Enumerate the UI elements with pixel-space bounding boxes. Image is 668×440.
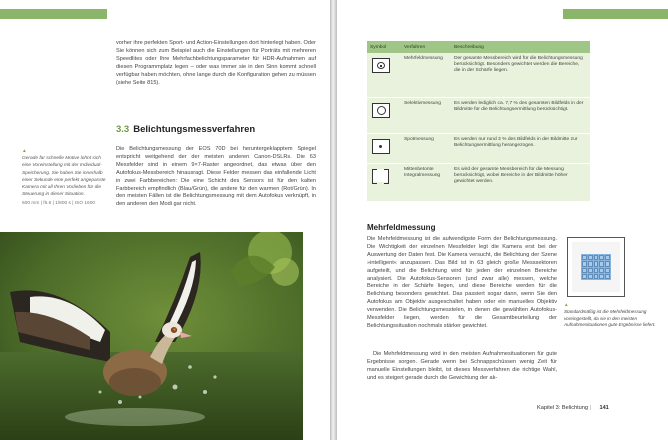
body-paragraph-2: Die Mehrfeldmessung wird in den meisten Aufnahmesituationen für gute Ergebnisse sorgen. Gerade wenn bei Schnappschüssen wenig Zeit für manuelle Einstellungen bleibt, ist dieses Messverfahren die richtige Wahl, und es steigert gerade durch die Gewichtung der ak- [367, 351, 557, 381]
section-heading [116, 124, 255, 135]
book-gutter [330, 0, 337, 440]
table-cell-description: Es werden lediglich ca. 7,7 % des gesamten Bildfelds in der Bildmitte für die Belichtungsermittlung berücksichtigt. [451, 97, 590, 133]
table-cell-procedure: Mittenbetonte Integralmessung [401, 163, 451, 201]
photo-caption [22, 148, 106, 208]
evaluative-metering-icon [372, 58, 390, 73]
subheading: Mehrfeldmessung [367, 223, 436, 232]
table-row [367, 133, 590, 163]
body-paragraph-1: Die Mehrfeldmessung ist die aufwendigste Form der Belichtungsmessung. Die Wichtigkeit der einzelnen Messfelder legt die Kamera erst bei der Auswertung der Daten fest. Die Kamera versucht, die Belichtung der Szene »intelligent« anzupassen. Das Bild ist in 63 gleich große Messsektoren aufgeteilt, und die Belichtung wird für jeden der einzelnen Bereiche analysiert. Die Autofokus-Sensoren (und zwar alle) messen, welche Bereiche in der Schärfe liegen, und diese Bereiche werden für die Belichtung besonders gewichtet. Das passiert sogar dann, wenn Sie den Autofokus am Objektiv ausgeschaltet haben oder ein manuelles Objektiv verwenden. Die Belichtungsmesstelen, in denen die gewählten Autofokus-Messfelder liegen, werden für die Gesamtbeurteilung der Belichtungssituation nochmals stärker gewichtet. [367, 236, 557, 329]
table-cell-description: Es werden nur rund 3 % des Bildfelds in der Bildmitte zur Belichtungsermittlung herangezogen. [451, 133, 590, 163]
af-grid [581, 254, 611, 280]
table-header-description: Beschreibung [451, 41, 590, 53]
caption-arrow-icon: ▲ [22, 149, 27, 154]
caption-exif: 600 mm | f5.6 | 1/800 s | ISO 1600 [22, 201, 96, 207]
intro-paragraph: vorher ihre perfekten Sport- und Action-Einstellungen dort hinterlegt haben. Oder Sie können sich zum Beispiel auch die Einstellungen für Porträts mit mehreren Speedlites oder Ihre Mehrfachbelichtungsparameter für HDR-Aufnahmen auf diesen Programmplatz legen – oder was immer sie in den Sinn kommt schnell verfügbar haben möchten, ohne lange durch die Konfiguration gehen zu müssen (siehe Seite 815). [116, 40, 316, 86]
table-row [367, 97, 590, 133]
table-header-procedure: Verfahren [401, 41, 451, 53]
spot-metering-icon [372, 139, 390, 154]
table-header-symbol: Symbol [367, 41, 401, 53]
footer-separator: | [590, 405, 592, 411]
right-page-tab [563, 9, 668, 19]
af-diagram-caption [564, 302, 656, 329]
table-cell-procedure: Spotmessung [401, 133, 451, 163]
table-cell-description: Der gesamte Messbereich wird für die Belichtungsmessung berücksichtigt. Besonders gewichtet werden die Bereiche, die in der Schärfe liegen. [451, 53, 590, 97]
af-points-diagram [567, 237, 625, 297]
left-page [0, 0, 330, 440]
caption-arrow-icon: ▲ [564, 302, 569, 307]
metering-table [367, 41, 590, 202]
center-weighted-metering-icon [372, 169, 388, 182]
table-cell-procedure: Selektivmessung [401, 97, 451, 133]
section-title: Belichtungsmessverfahren [133, 124, 256, 135]
caption-text: Gerade für schnelle Motive lohnt sich eine Voreinstellung mit der Individual-Speicherung. Sie haben Sie innerhalb einer Sekunde eine perfekt angepasste Kamera mit all Ihren Vorlieben für die Steuerung in dieser Situation. [22, 156, 106, 198]
page-number: 141 [599, 405, 609, 411]
section-number: 3.3 [116, 124, 130, 135]
footer-chapter: Kapitel 3: Belichtung [537, 405, 588, 411]
table-cell-description: Es wird der gesamte Messbereich für die Messung berücksichtigt, wobei Bereiche in der Bildmitte höher gewichtet werden. [451, 163, 590, 201]
page-footer [537, 405, 609, 411]
table-row [367, 53, 590, 97]
section-paragraph: Die Belichtungsmessung der EOS 70D bei heruntergeklapptem Spiegel entspricht weitgehend der der meisten anderen Canon-DSLRs. Die 63 Messfelder sind in einem 9×7-Raster angeordnet, das etwas über den Autofokus-Messbereich hinausragt. Diese Felder messen das einfallende Licht in zwei Farbbereichen: Die eine Schicht des Sensors ist für den kalten Farbbereich empfindlich (Blau/Grün), die andere für den warmen (Rot/Grün). In den meisten Fällen ist die Belichtungsmessung mit dem Autofokus verknüpft, in den anderen den Modi gar nicht. [116, 146, 316, 208]
table-row [367, 163, 590, 201]
partial-metering-icon [372, 103, 390, 118]
table-header-row [367, 41, 590, 53]
af-caption-text: Standardmäßig ist die Mehrfeldmessung voreingestellt, da sie in den meisten Aufnahmesituationen gute Ergebnisse liefert. [564, 308, 656, 328]
right-page [337, 0, 668, 440]
table-cell-procedure: Mehrfeldmessung [401, 53, 451, 97]
left-page-tab [0, 9, 107, 19]
goose-photo [0, 232, 303, 440]
